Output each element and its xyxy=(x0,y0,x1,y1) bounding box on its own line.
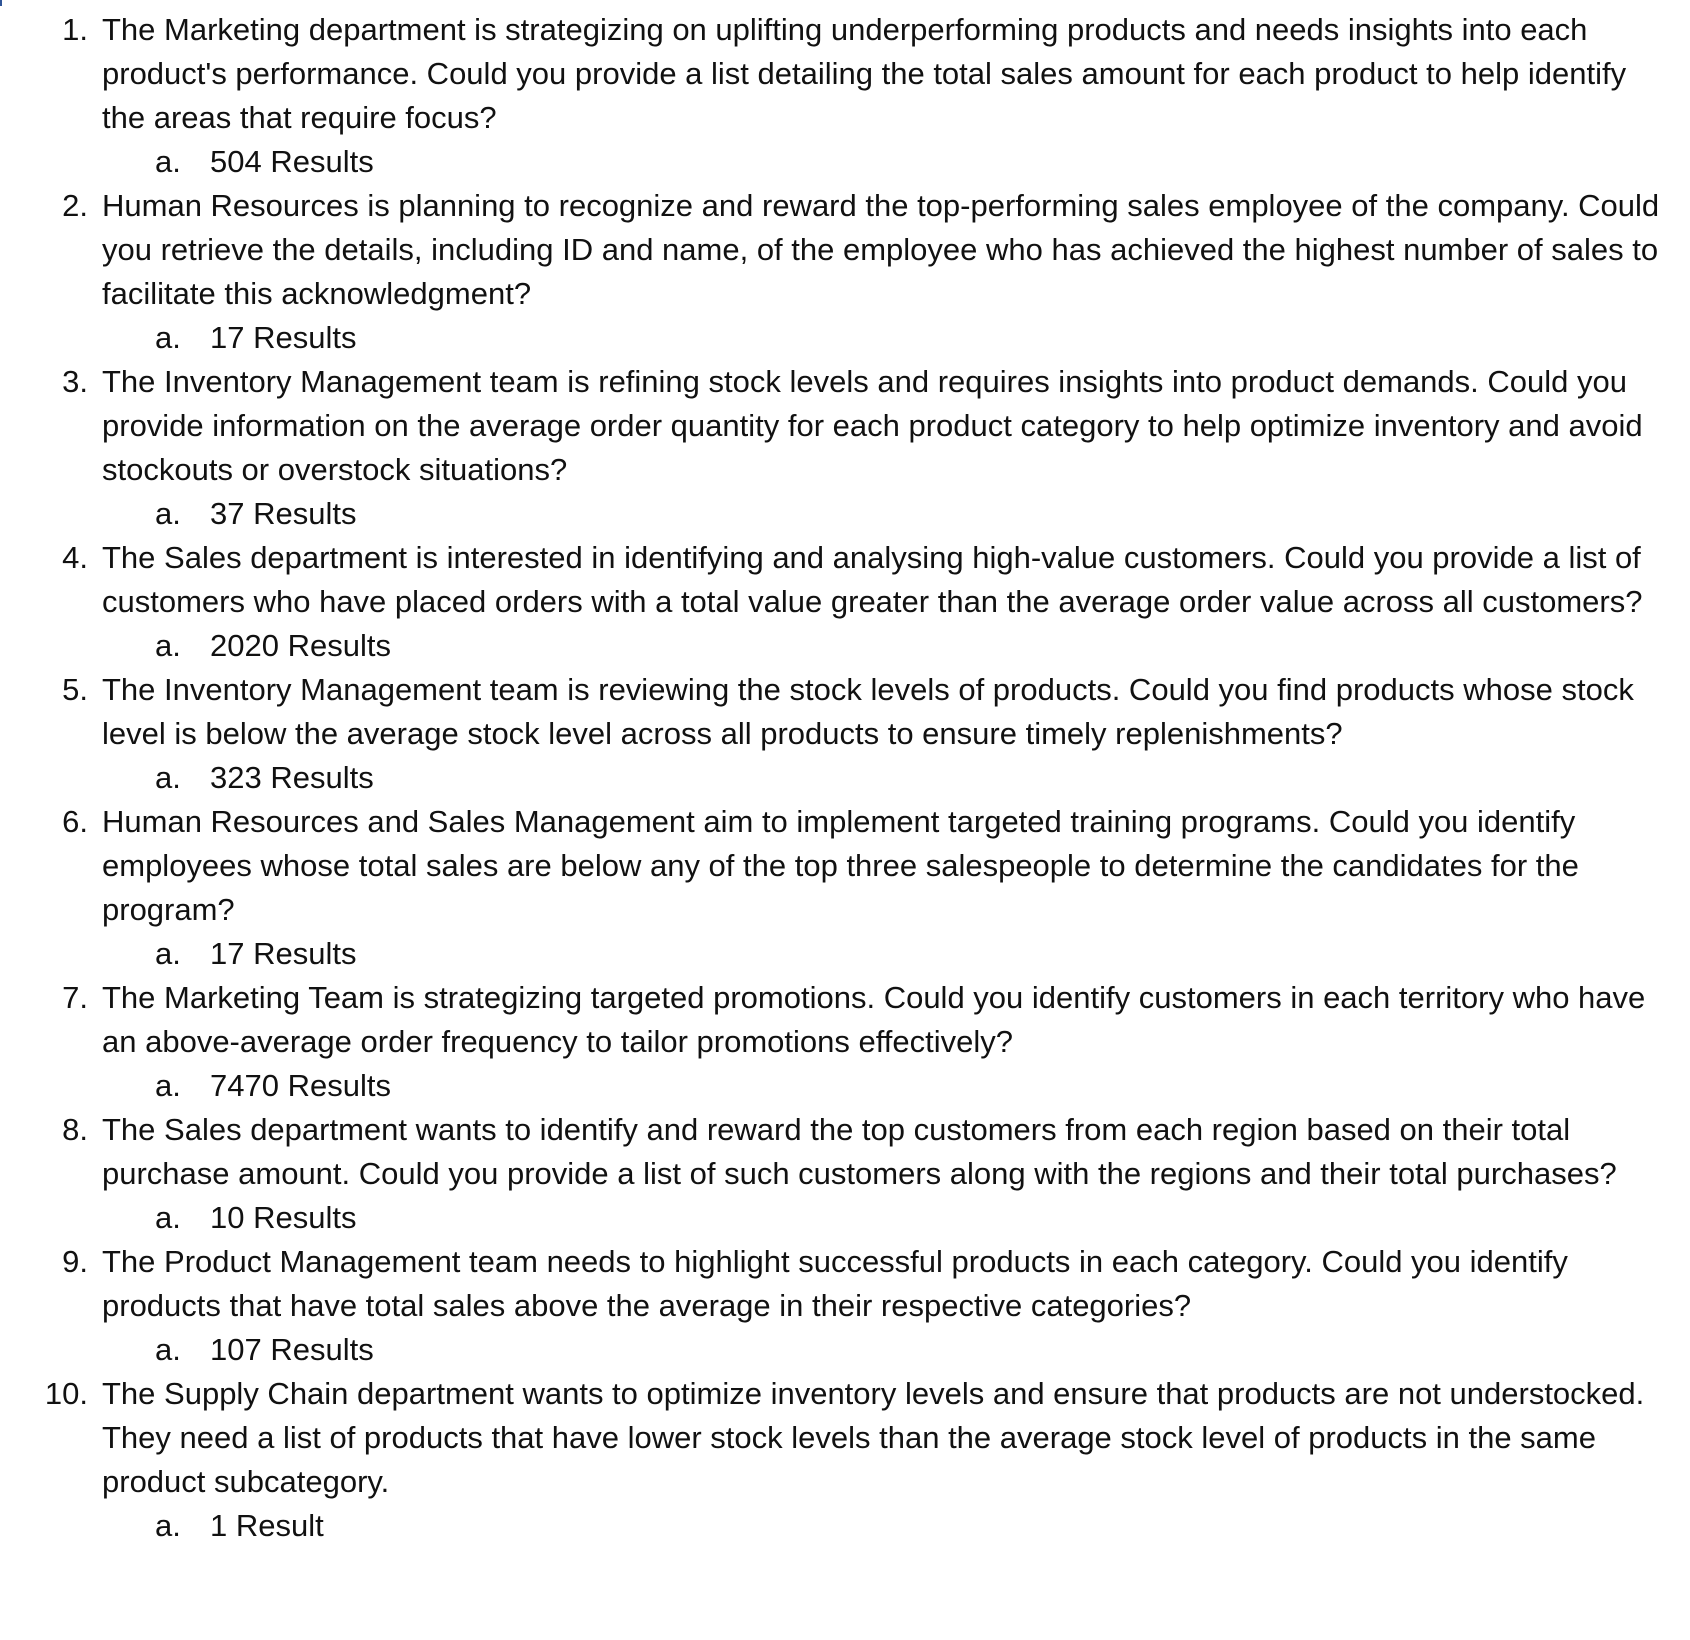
answer-item-10 xyxy=(0,1504,1690,1548)
answer-letter: a. xyxy=(155,936,181,971)
question-item-7 xyxy=(0,976,1690,1064)
question-text: The Marketing department is strategizing on uplifting underperforming products and needs insights into each product's performance. Could you provide a list detailing the total sales amount for each product to help identify the areas that require focus? xyxy=(102,12,1627,135)
answer-letter: a. xyxy=(155,1068,181,1103)
answer-letter: a. xyxy=(155,760,181,795)
question-number: 9. xyxy=(62,1244,88,1279)
answer-item-3 xyxy=(0,492,1690,536)
question-number: 6. xyxy=(62,804,88,839)
question-list xyxy=(0,8,1690,1548)
answer-item-9 xyxy=(0,1328,1690,1372)
question-item-6 xyxy=(0,800,1690,932)
answer-item-5 xyxy=(0,756,1690,800)
question-number: 3. xyxy=(62,364,88,399)
question-item-1 xyxy=(0,8,1690,140)
question-number: 8. xyxy=(62,1112,88,1147)
question-item-4 xyxy=(0,536,1690,624)
answer-text: 10 Results xyxy=(210,1200,357,1235)
question-number: 1. xyxy=(62,12,88,47)
question-number: 5. xyxy=(62,672,88,707)
question-item-5 xyxy=(0,668,1690,756)
answer-text: 17 Results xyxy=(210,320,357,355)
answer-letter: a. xyxy=(155,496,181,531)
question-item-2 xyxy=(0,184,1690,316)
answer-letter: a. xyxy=(155,144,181,179)
answer-text: 1 Result xyxy=(210,1508,324,1543)
answer-item-7 xyxy=(0,1064,1690,1108)
question-text: The Inventory Management team is refining stock levels and requires insights into product demands. Could you provide information on the average order quantity for each product category to help optimize inventory and avoid stockouts or overstock situations? xyxy=(102,364,1643,487)
answer-text: 107 Results xyxy=(210,1332,374,1367)
question-text: The Marketing Team is strategizing targeted promotions. Could you identify customers in each territory who have an above-average order frequency to tailor promotions effectively? xyxy=(102,980,1646,1059)
question-number: 7. xyxy=(62,980,88,1015)
question-text: The Supply Chain department wants to optimize inventory levels and ensure that products are not understocked. They need a list of products that have lower stock levels than the average stock level of products in the same product subcategory. xyxy=(102,1376,1645,1499)
answer-letter: a. xyxy=(155,320,181,355)
question-text: Human Resources is planning to recognize and reward the top-performing sales employee of the company. Could you retrieve the details, including ID and name, of the employee who has achieved the highest number of sales to facilitate this acknowledgment? xyxy=(102,188,1660,311)
question-text: The Inventory Management team is reviewing the stock levels of products. Could you find products whose stock level is below the average stock level across all products to ensure timely replenishments? xyxy=(102,672,1634,751)
answer-letter: a. xyxy=(155,628,181,663)
question-item-10 xyxy=(0,1372,1690,1504)
question-text: Human Resources and Sales Management aim to implement targeted training programs. Could you identify employees whose total sales are below any of the top three salespeople to determine the candidates for the program? xyxy=(102,804,1579,927)
question-item-9 xyxy=(0,1240,1690,1328)
question-number: 4. xyxy=(62,540,88,575)
answer-item-4 xyxy=(0,624,1690,668)
answer-text: 323 Results xyxy=(210,760,374,795)
question-text: The Product Management team needs to highlight successful products in each category. Could you identify products that have total sales above the average in their respective categories? xyxy=(102,1244,1568,1323)
answer-item-1 xyxy=(0,140,1690,184)
question-text: The Sales department is interested in identifying and analysing high-value customers. Could you provide a list of customers who have placed orders with a total value greater than the average order value across all customers? xyxy=(102,540,1643,619)
answer-text: 17 Results xyxy=(210,936,357,971)
question-item-3 xyxy=(0,360,1690,492)
answer-item-8 xyxy=(0,1196,1690,1240)
answer-text: 2020 Results xyxy=(210,628,391,663)
answer-letter: a. xyxy=(155,1332,181,1367)
answer-text: 504 Results xyxy=(210,144,374,179)
answer-letter: a. xyxy=(155,1508,181,1543)
answer-item-6 xyxy=(0,932,1690,976)
question-item-8 xyxy=(0,1108,1690,1196)
answer-item-2 xyxy=(0,316,1690,360)
answer-text: 37 Results xyxy=(210,496,357,531)
answer-text: 7470 Results xyxy=(210,1068,391,1103)
answer-letter: a. xyxy=(155,1200,181,1235)
text-cursor-marker xyxy=(0,0,2,6)
question-number: 10. xyxy=(44,1376,88,1411)
question-number: 2. xyxy=(62,188,88,223)
question-text: The Sales department wants to identify and reward the top customers from each region based on their total purchase amount. Could you provide a list of such customers along with the regions and their total purchases? xyxy=(102,1112,1617,1191)
